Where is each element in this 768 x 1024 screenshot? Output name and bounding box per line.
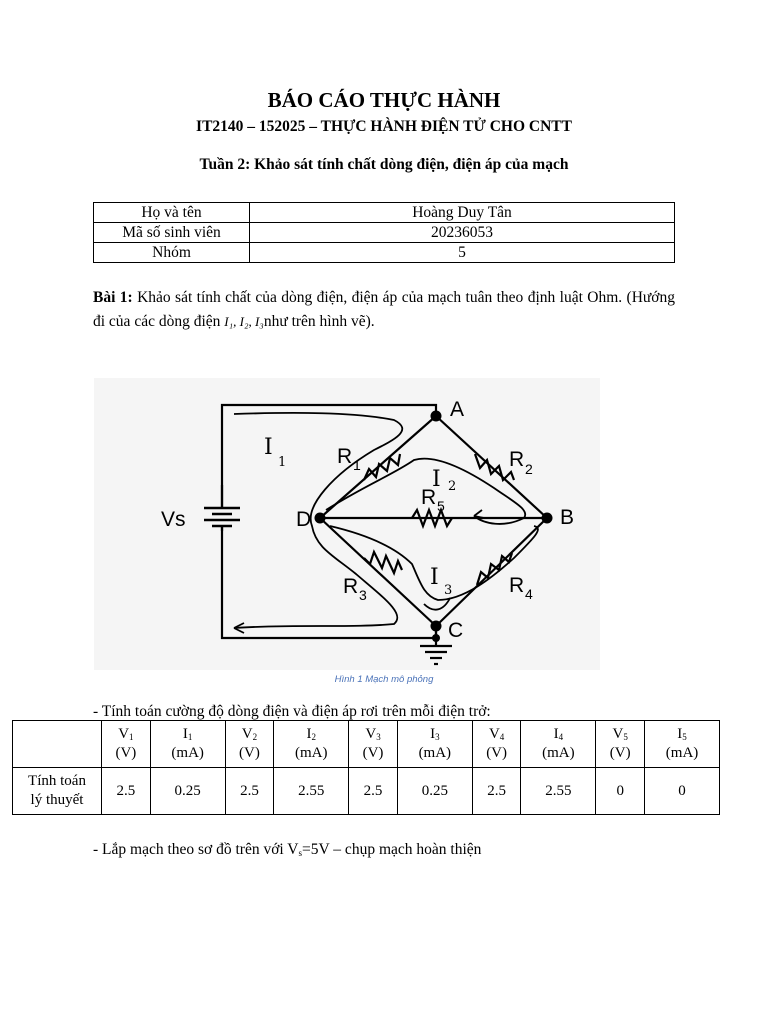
r1-zigzag: [364, 454, 400, 480]
figure-caption: Hình 1 Mạch mô phỏng: [334, 674, 434, 685]
table-row: [94, 243, 675, 263]
report-title: BÁO CÁO THỰC HÀNH: [267, 88, 501, 112]
student-info-table: [93, 202, 675, 263]
value-cell: 2.5: [472, 768, 521, 815]
current-i1-label: I: [264, 435, 273, 460]
r4-label: R: [509, 574, 525, 597]
header-cell: $I_1$ (mA): [150, 721, 225, 768]
build-instruction: - Lắp mạch theo sơ đồ trên với $V_s=5V$ – chụp mạch hoàn thiện: [93, 841, 482, 858]
current-i1-subscript: 1: [278, 455, 287, 470]
node-c-label: C: [448, 619, 464, 642]
r5-subscript: 5: [437, 498, 445, 514]
circuit-diagram: [94, 378, 600, 670]
table-row: [94, 203, 675, 223]
source-label: Vs: [161, 508, 186, 531]
circuit-figure: [94, 378, 600, 670]
value-cell: 2.55: [274, 768, 349, 815]
info-value: 20236053: [250, 223, 675, 243]
r1-subscript: 1: [353, 457, 361, 473]
header-cell: $V_4$ (V): [472, 721, 521, 768]
node-a-dot: [431, 411, 442, 422]
node-d-label: D: [296, 508, 312, 531]
exercise-text-before: Khảo sát tính chất của dòng điện, điện áp của mạch tuân theo định luật Ohm. (Hướng đi của các dòng điện: [93, 289, 675, 330]
table-row: [94, 223, 675, 243]
table-header-row: [13, 721, 720, 768]
table-row: [13, 768, 720, 815]
exercise-1-text: [93, 286, 675, 334]
ground-symbol: [420, 646, 452, 664]
info-label: Mã số sinh viên: [94, 223, 250, 243]
course-subtitle: IT2140 – 152025 – THỰC HÀNH ĐIỆN TỬ CHO CNTT: [196, 118, 572, 135]
hand-drawn-current-paths: [234, 413, 538, 633]
header-cell: $I_5$ (mA): [645, 721, 720, 768]
current-symbols: I₁, I₂, I₃: [224, 314, 264, 329]
value-cell: 0: [596, 768, 645, 815]
node-c-dot: [431, 621, 442, 632]
node-d-dot: [315, 513, 326, 524]
node-b-label: B: [560, 506, 575, 529]
current-i2-label: I: [432, 467, 441, 492]
header-cell: $V_2$ (V): [225, 721, 274, 768]
node-b-dot: [542, 513, 553, 524]
value-cell: 2.5: [102, 768, 151, 815]
info-value: 5: [250, 243, 675, 263]
r5-label: R: [421, 486, 437, 509]
r3-subscript: 3: [359, 587, 367, 603]
info-label: Họ và tên: [94, 203, 250, 223]
info-label: Nhóm: [94, 243, 250, 263]
calculation-intro: - Tính toán cường độ dòng điện và điện áp rơi trên mỗi điện trở:: [93, 703, 491, 720]
r3-zigzag: [364, 552, 402, 573]
exercise-text-after: như trên hình vẽ).: [263, 313, 375, 330]
r4-subscript: 4: [525, 586, 533, 602]
current-i3-subscript: 3: [444, 583, 453, 598]
r2-label: R: [509, 448, 525, 471]
value-cell: 2.5: [349, 768, 398, 815]
branch-d-c: [320, 518, 436, 626]
exercise-label: Bài 1:: [93, 289, 133, 306]
value-cell: 0.25: [397, 768, 472, 815]
header-cell: $I_4$ (mA): [521, 721, 596, 768]
wire-bottom: [222, 531, 436, 638]
results-table: [12, 720, 720, 815]
value-cell: 0: [645, 768, 720, 815]
current-i2-subscript: 2: [448, 479, 457, 494]
row-label: Tính toán lý thuyết: [13, 768, 102, 815]
header-cell: $I_2$ (mA): [274, 721, 349, 768]
header-cell: $V_1$ (V): [102, 721, 151, 768]
header-cell: $V_3$ (V): [349, 721, 398, 768]
node-ground-dot: [432, 634, 440, 642]
header-cell: $I_3$ (mA): [397, 721, 472, 768]
header-cell: $V_5$ (V): [596, 721, 645, 768]
value-cell: 0.25: [150, 768, 225, 815]
r1-label: R: [337, 445, 353, 468]
value-cell: 2.5: [225, 768, 274, 815]
branch-b-c: [436, 518, 547, 626]
info-value: Hoàng Duy Tân: [250, 203, 675, 223]
value-cell: 2.55: [521, 768, 596, 815]
battery-symbol: [204, 485, 240, 531]
header-empty-cell: [13, 721, 102, 768]
r2-subscript: 2: [525, 461, 533, 477]
node-a-label: A: [450, 398, 465, 421]
current-i3-label: I: [430, 565, 439, 590]
r3-label: R: [343, 575, 359, 598]
week-heading: Tuần 2: Khảo sát tính chất dòng điện, điện áp của mạch: [199, 156, 569, 173]
